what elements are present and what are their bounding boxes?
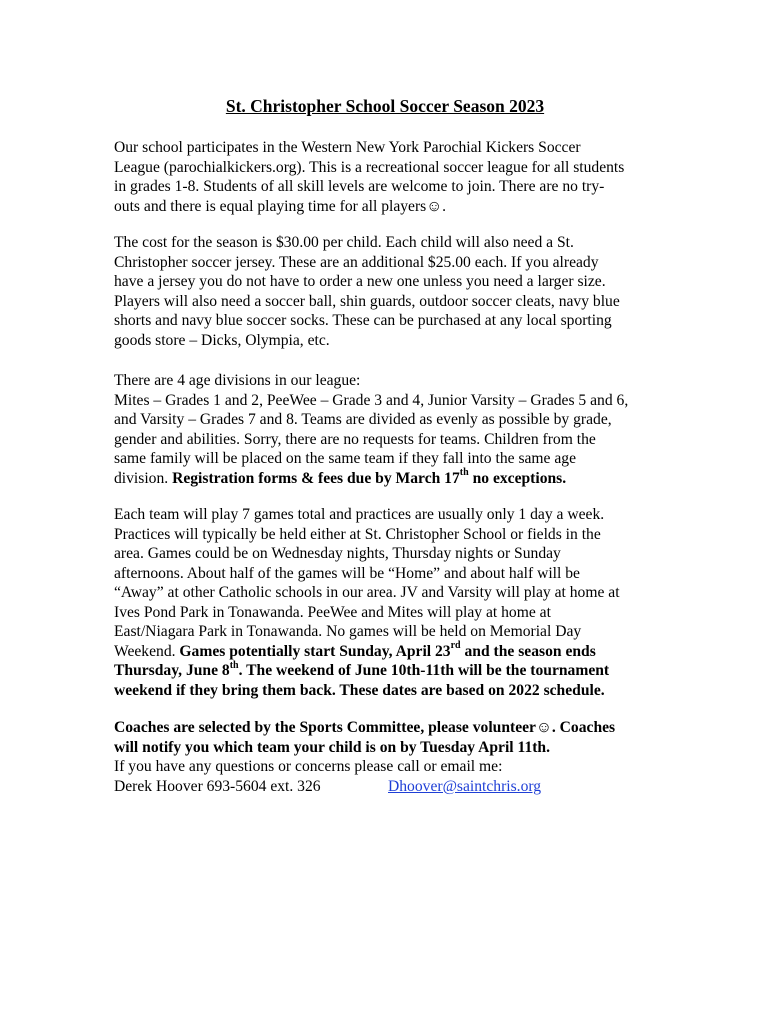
contact-name: Derek Hoover 693-5604 ext. 326 xyxy=(114,777,321,795)
text-line: The cost for the season is $30.00 per child. Each child will also need a St. xyxy=(114,234,574,251)
page-title: St. Christopher School Soccer Season 2023 xyxy=(225,96,545,116)
text-line: Coaches are selected by the Sports Committee, please volunteer☺. Coaches xyxy=(114,719,616,736)
text-line: “Away” at other Catholic schools in our area. JV and Varsity will play at home at xyxy=(114,584,620,601)
text-line: same family will be placed on the same team if they fall into the same age xyxy=(114,450,577,467)
coaches-paragraph xyxy=(114,718,674,796)
text-line: Players will also need a soccer ball, shin guards, outdoor soccer cleats, navy blue xyxy=(114,292,620,310)
divisions-paragraph xyxy=(114,371,674,488)
text-line: Each team will play 7 games total and practices are usually only 1 day a week. xyxy=(114,506,605,523)
schedule-paragraph xyxy=(114,505,674,700)
text-line: gender and abilities. Sorry, there are no requests for teams. Children from the xyxy=(114,430,596,448)
text-line: weekend if they bring them back. These dates are based on 2022 schedule. xyxy=(114,681,605,699)
season-end: Thursday, June 8 xyxy=(114,662,230,679)
text-line: in grades 1-8. Students of all skill levels are welcome to join. There are no try- xyxy=(114,178,605,195)
registration-line xyxy=(114,469,674,489)
text-line: Christopher soccer jersey. These are an additional $25.00 each. If you already xyxy=(114,253,599,271)
text-run: division. xyxy=(114,469,173,487)
text-line: Practices will typically be held either at St. Christopher School or fields in the xyxy=(114,525,601,543)
text-line: and Varsity – Grades 7 and 8. Teams are divided as evenly as possible by grade, xyxy=(114,411,612,428)
text-run: Weekend. xyxy=(114,642,180,660)
text-line: There are 4 age divisions in our league: xyxy=(114,372,361,389)
contact-line xyxy=(114,777,674,797)
intro-paragraph xyxy=(114,138,674,216)
text-line: have a jersey you do not have to order a new one unless you need a larger size. xyxy=(114,273,606,290)
text-run: no exceptions. xyxy=(468,469,567,487)
text-line: will notify you which team your child is on by Tuesday April 11th. xyxy=(114,738,550,756)
text-line: If you have any questions or concerns please call or email me: xyxy=(114,758,503,775)
cost-paragraph xyxy=(114,233,674,350)
text-run: . The weekend of June 10th-11th will be the tournament xyxy=(238,662,610,679)
season-start-line xyxy=(114,642,674,662)
season-start: Games potentially start Sunday, April 23 xyxy=(179,642,451,660)
email-link[interactable]: Dhoover@saintchris.org xyxy=(388,777,542,795)
text-line: outs and there is equal playing time for all players☺. xyxy=(114,197,447,215)
superscript: rd xyxy=(450,640,461,652)
text-line: afternoons. About half of the games will be “Home” and about half will be xyxy=(114,564,580,582)
registration-deadline: Registration forms & fees due by March 17 xyxy=(172,469,460,487)
text-run: and the season ends xyxy=(460,642,596,660)
text-line: area. Games could be on Wednesday nights, Thursday nights or Sunday xyxy=(114,545,561,562)
text-line: shorts and navy blue soccer socks. These can be purchased at any local sporting xyxy=(114,312,612,329)
superscript: th xyxy=(229,659,239,671)
superscript: th xyxy=(459,467,469,479)
text-line: East/Niagara Park in Tonawanda. No games will be held on Memorial Day xyxy=(114,623,582,640)
text-line: Ives Pond Park in Tonawanda. PeeWee and Mites will play at home at xyxy=(114,603,551,621)
text-line: goods store – Dicks, Olympia, etc. xyxy=(114,331,330,349)
text-line: League (parochialkickers.org). This is a recreational soccer league for all students xyxy=(114,158,625,176)
text-line: Mites – Grades 1 and 2, PeeWee – Grade 3 and 4, Junior Varsity – Grades 5 and 6, xyxy=(114,391,629,409)
text-line: Our school participates in the Western New York Parochial Kickers Soccer xyxy=(114,139,581,156)
season-end-line xyxy=(114,661,674,681)
